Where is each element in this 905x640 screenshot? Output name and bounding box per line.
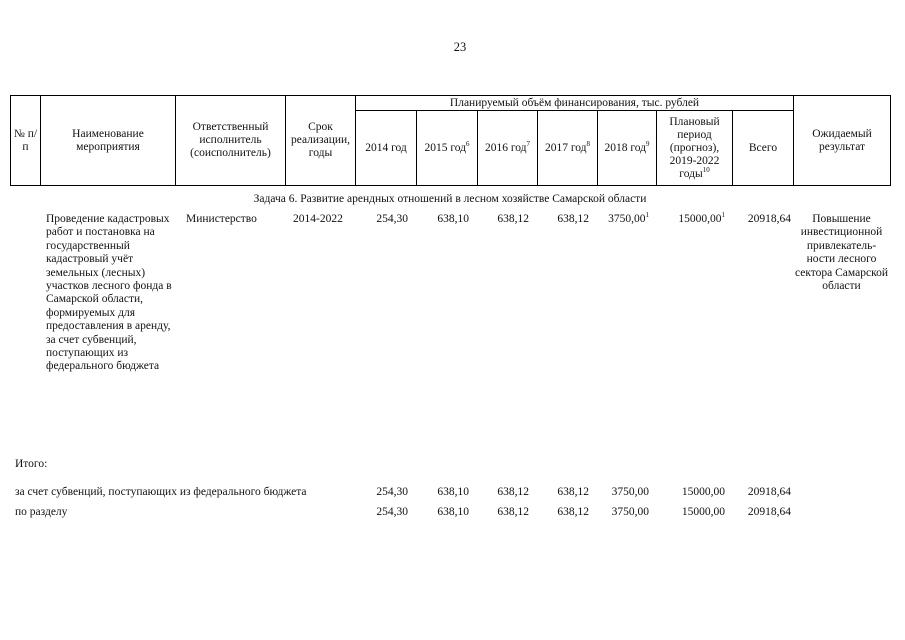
row-value-2018-text: 3750,00 [608, 213, 646, 225]
section-label: по разделу [15, 506, 68, 518]
subventions-2015: 638,10 [437, 486, 469, 498]
header-year-2016-text [484, 139, 531, 155]
row-value-plan-text: 15000,00 [678, 213, 722, 225]
header-col-responsible [176, 96, 286, 186]
row-value-plan-footnote: 1 [721, 211, 725, 220]
subventions-2016: 638,12 [497, 486, 529, 498]
header-col-responsible-text: Ответственный исполнитель (соисполнитель) [190, 121, 271, 159]
row-value-2015: 638,10 [437, 213, 469, 225]
header-year-2015 [417, 111, 478, 186]
header-year-2014-text: 2014 год [365, 141, 407, 154]
row-value-2017: 638,12 [557, 213, 589, 225]
year-2015-footnote: 6 [466, 139, 470, 148]
section-plan: 15000,00 [681, 506, 725, 518]
section-2015: 638,10 [437, 506, 469, 518]
year-2017-label: 2017 год [544, 141, 587, 154]
year-2018-label: 2018 год [604, 141, 647, 154]
page-number: 23 [453, 40, 467, 54]
year-2018-footnote: 9 [646, 139, 650, 148]
row-value-plan [678, 213, 725, 225]
header-year-2017-text [544, 139, 591, 155]
row-value-2018 [608, 213, 649, 225]
header-col-name [41, 96, 176, 186]
header-col-period [286, 96, 356, 186]
row-value-2014: 254,30 [376, 213, 408, 225]
responsible-executor: Министерство [186, 213, 257, 225]
header-year-2015-text [424, 139, 470, 155]
header-year-2018 [598, 111, 657, 186]
header-year-2016 [478, 111, 538, 186]
header-col-period-text: Срок реализации, годы [290, 121, 351, 159]
header-funding-group [356, 96, 794, 111]
header-col-name-text: Наименование мероприятия [72, 127, 144, 153]
task-title: Задача 6. Развитие арендных отношений в лесном хозяйстве Самарской области [253, 193, 647, 205]
expected-result: Повышение инвестиционной привлекатель-ности лесного сектора Самарской области [795, 213, 888, 293]
header-funding-group-text: Планируемый объём финансирования, тыс. рублей [449, 96, 700, 109]
section-total: 20918,64 [747, 506, 791, 518]
header-total-text: Всего [748, 141, 778, 154]
row-value-2018-footnote: 1 [645, 211, 649, 220]
year-2016-label: 2016 год [484, 141, 527, 154]
header-year-2014 [356, 111, 417, 186]
year-2015-label: 2015 год [424, 141, 467, 154]
subventions-label: за счет субвенций, поступающих из федерального бюджета [15, 486, 307, 498]
plan-period-label: Плановый период (прогноз), 2019-2022 годы [669, 115, 720, 180]
implementation-period: 2014-2022 [293, 213, 343, 225]
header-result-text: Ожидаемый результат [812, 127, 872, 153]
subventions-plan: 15000,00 [681, 486, 725, 498]
header-col-num-text: № п/п [13, 127, 38, 153]
subventions-2017: 638,12 [557, 486, 589, 498]
section-2018: 3750,00 [611, 506, 649, 518]
header-year-2017 [538, 111, 598, 186]
header-plan-period [657, 111, 733, 186]
activity-name: Проведение кадастровых работ и постановка на государственный кадастровый учёт земельных (лесных) участков лесного фонда в Самарской области, формируемых для предоставления в аренду, за счет субвенций, поступающих из федерального бюджета [46, 213, 172, 373]
header-col-num [11, 96, 41, 186]
row-value-total: 20918,64 [747, 213, 791, 225]
header-result [794, 96, 891, 186]
section-2016: 638,12 [497, 506, 529, 518]
row-value-2016: 638,12 [497, 213, 529, 225]
section-2014: 254,30 [376, 506, 408, 518]
plan-period-footnote: 10 [702, 165, 710, 174]
subventions-2014: 254,30 [376, 486, 408, 498]
header-total [733, 111, 794, 186]
subventions-2018: 3750,00 [611, 486, 649, 498]
totals-label: Итого: [15, 458, 48, 470]
header-plan-period-text [659, 116, 730, 181]
subventions-total: 20918,64 [747, 486, 791, 498]
year-2016-footnote: 7 [526, 139, 531, 148]
section-2017: 638,12 [557, 506, 589, 518]
year-2017-footnote: 8 [586, 139, 591, 148]
header-table [10, 95, 891, 186]
header-year-2018-text [604, 139, 650, 155]
